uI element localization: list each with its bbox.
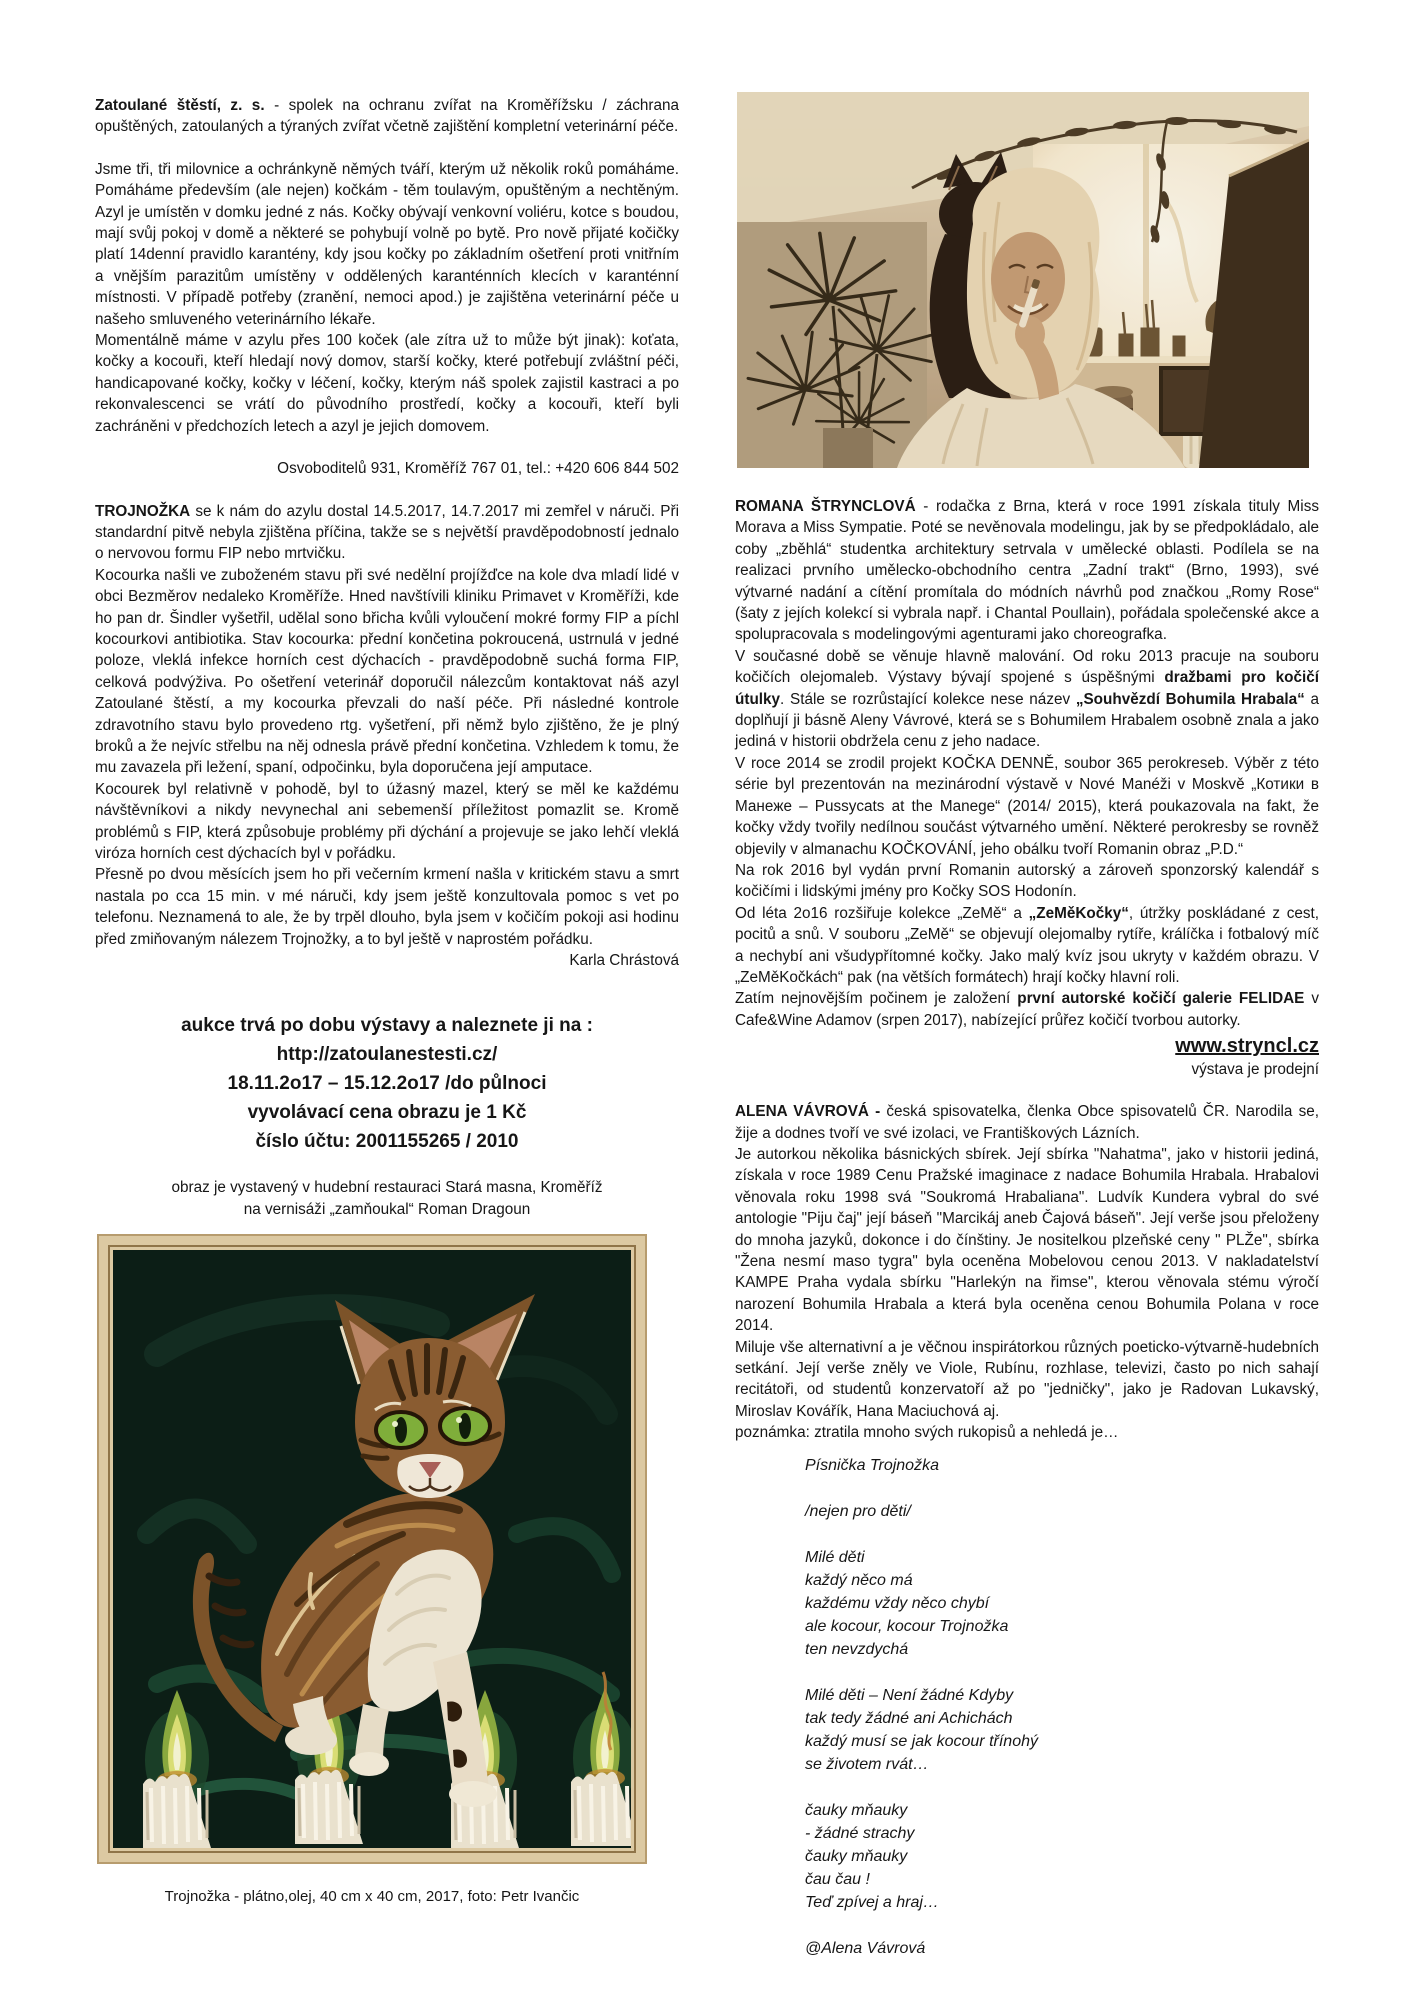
poem-line: [805, 1477, 1319, 1500]
kitten-front-paw-left: [349, 1752, 389, 1776]
poem-line: čauky mňauky: [805, 1847, 908, 1865]
paragraph-trojnozka-death: Přesně po dvou měsících jsem ho při večerním krmení našla v kritickém stavu a smrt nastala po cca 15 min. v mé náruči, kdy jsem ještě konzultovala pomoc s vet po telefonu. Neznamená to ale, že by trpěl dlouho, byla jsem v kočičím pokoji asi hodinu před zmiňovaným nálezem Trojnožky, a to byl ještě v naprostém pořádku.: [95, 866, 679, 948]
website-subtext: výstava je prodejní: [1191, 1061, 1319, 1079]
auction-url[interactable]: http://zatoulanestesti.cz/: [276, 1044, 498, 1066]
paragraph-romana-painting: V současné době se věnuje hlavně malování. Od roku 2013 pracuje na souboru kočičích olejomaleb. Výstavy bývají spojené s úspěšnými dražbami pro kočičí útulky. Stále se rozrůstající kolekce nese název „Souhvězdí Bohumila Hrabala“ a doplňují ji básně Aleny Vávrové, která se s Bohumilem Hrabalem osobně znala a jako jediná v historii obdržela cenu z jeho nadace.: [735, 647, 1319, 751]
poem-line: ten nevzdychá: [805, 1640, 909, 1658]
spacer: [95, 971, 679, 1011]
auction-dates: 18.11.2o17 – 15.12.2o17 /do půlnoci: [227, 1073, 547, 1095]
poem-line: - žádné strachy: [805, 1824, 915, 1842]
poem-line: čauky mňauky: [805, 1801, 908, 1819]
spacer: [95, 1156, 679, 1177]
poem-line: [805, 1776, 1319, 1799]
paragraph-alena-note: poznámka: ztratila mnoho svých rukopisů a nehledá je…: [735, 1424, 1119, 1442]
painting-trojnozka: [97, 1234, 647, 1864]
poem-line: tak tedy žádné ani Achichách: [805, 1709, 1013, 1727]
spacer: [95, 480, 679, 501]
poem-line: čau čau !: [805, 1870, 870, 1888]
artist-photo: [737, 92, 1309, 468]
poem-line: se životem rvát…: [805, 1755, 929, 1773]
paragraph-trojnozka-story: Kocourka našli ve zuboženém stavu při své nedělní projížďce na kole dva mladí lidé v obci Bezměrov nedaleko Kroměříže. Hned navštívili kliniku Primavet v Kroměříži, kde ho pan dr. Šindler vyšetřil, udělal sono břicha kvůli vyloučení mokré formy FIP a píchl kocourkovi antibiotika. Stav kocourka: přední končetina pokroucená, ustrnulá v jedné poloze, vleklá infekce horních cest dýchacích - pravděpodobně suchá forma FIP, celková podvýživa. Po ošetření veterinář doporučil nálezcům kontaktovat náš azyl Zatoulané štěstí, a my kocourka převzali do naší péče. Při následné kontrole zdravotního stavu bylo provedeno rtg. vyšetření, při němž bylo zjištěno, že je plný broků a že nejvíc střelbu na něj odnesla právě přední končetina. Vzhledem k tomu, že mu zavazela při ležení, spaní, odpočinku, byla doporučena její amputace.: [95, 566, 679, 777]
poem-line: Milé děti: [805, 1548, 865, 1566]
paragraph-alena-intro: ALENA VÁVROVÁ - česká spisovatelka, členka Obce spisovatelů ČR. Narodila se, žije a dodnes tvoří ve své izolaci, ve Františkových Lázních.: [735, 1103, 1319, 1142]
poem-line: [805, 1661, 1319, 1684]
paragraph-alena-inspiration: Miluje vše alternativní a je věčnou inspirátorkou různých poeticko-výtvarně-hudebních setkání. Její verše zněly ve Viole, Rubínu, rozhlase, televizi, často po nich sahají recitátoři, od studentů konzervatoří až po "jedničky", jako je Radovan Lukavský, Miroslav Kovářík, Hana Maciuchová aj.: [735, 1338, 1319, 1420]
painting-block: [97, 1234, 647, 1907]
website-line: [735, 1034, 1319, 1059]
paragraph-shelter-current: Momentálně máme v azylu přes 100 koček (ale zítra už to může být jinak): koťata, kočky a kocouři, kteří hledají nový domov, starší kočky, které potřebují zvláštní péči, handicapované kočky, kočky v léčení, kočky, kterým náš spolek zajistil kastraci a po rekonvalescenci se vrátí do původního prostředí, kočky a kocouři, kteří byli zachráněni v předchozích letech a azyl je jejich domovem.: [95, 332, 679, 435]
poem-line: ale kocour, kocour Trojnožka: [805, 1617, 1009, 1635]
poem-line: [805, 1914, 1319, 1937]
paragraph-trojnozka-intro: TROJNOŽKA se k nám do azylu dostal 14.5.2017, 14.7.2017 mi zemřel v náruči. Při standardní pitvě nebyla zjištěna příčina, takže se s největší pravděpodobností jednalo o nervovou formu FIP nebo mrtvičku.: [95, 502, 679, 563]
paragraph-romana-bio: ROMANA ŠTRYNCLOVÁ - rodačka z Brna, která v roce 1991 získala tituly Miss Morava a Miss Sympatie. Poté se nevěnovala modelingu, jak by se předpokládalo, ale coby „zběhlá“ studentka architektury setrvala v umělecké oblasti. Podílela se na realizaci prvního umělecko-obchodního centra „Zadní trakt“ (Brno, 1993), své výtvarné nadání a cítění promítala do módních návrhů pod značkou „Romy Rose“ (šaty z jejích kolekcí si vybrala např. i Chantal Poullain), pořádala společenské akce a spolupracovala s modelingovými agenturami jako choreografka.: [735, 498, 1319, 644]
poem-line: Milé děti – Není žádné Kdyby: [805, 1686, 1014, 1704]
auction-line: aukce trvá po dobu výstavy a naleznete ji na :: [181, 1015, 593, 1037]
exhibit-info: [95, 1177, 679, 1220]
author-signature: Karla Chrástová: [569, 952, 679, 970]
painting-caption: Trojnožka - plátno,olej, 40 cm x 40 cm, 2017, foto: Petr Ivančic: [164, 1888, 580, 1906]
auction-start-price: vyvolávací cena obrazu je 1 Kč: [247, 1102, 527, 1124]
paragraph-kocka-denne: V roce 2014 se zrodil projekt KOČKA DENNĚ, soubor 365 perokreseb. Výběr z této série byl prezentován na mezinárodní výstavě v Nové Manéži v Moskvě „Котики в Манеже – Pussycats at the Manege“ (2014/ 2015), která poukazovala na fakt, že kočky vždy tvořily nedílnou součást výtvarného umění. Některé perokresby se rovněž objevily v almanachu KOČKOVÁNÍ, jeho obálku tvoří Romanin obraz „P.D.“: [735, 754, 1319, 858]
kitten-hind-paw: [285, 1725, 337, 1755]
poem-line: každý musí se jak kocour třínohý: [805, 1732, 1038, 1750]
poem-line: každému vždy něco chybí: [805, 1594, 990, 1612]
poem-trojnozka: [735, 1454, 1319, 1960]
poem-line: každý něco má: [805, 1571, 913, 1589]
auction-account-number: číslo účtu: 2001155265 / 2010: [255, 1131, 519, 1153]
poem-line: Teď zpívej a hraj…: [805, 1893, 939, 1911]
paragraph-zeme-kocky: Od léta 2o16 rozšiřuje kolekce „ZeMě“ a „ZeMěKočky“, útržky poskládané z cest, pocitů a snů. V souboru „ZeMě“ se objevují olejomalby rytíře, králíčka i fotbalový míč a nechybí ani všudypřítomné kočky. Jako malý kvíz jsou ukryty v každém obrazu. V „ZeMěKočkách“ pak (na větších formátech) hrají kočky hlavní roli.: [735, 904, 1319, 986]
paragraph-galerie-felidae: Zatím nejnovějším počinem je založení první autorské kočičí galerie FELIDAE v Cafe&Wine Adamov (srpen 2017), nabízející průřez kočičí tvorbou autorky.: [735, 990, 1319, 1029]
left-column: [95, 95, 679, 1908]
shelter-address: Osvoboditelů 931, Kroměříž 767 01, tel.: +420 606 844 502: [277, 460, 679, 478]
spacer: [95, 138, 679, 159]
poem-line: [805, 1523, 1319, 1546]
spacer: [95, 437, 679, 458]
poem-title: Písnička Trojnožka: [805, 1456, 939, 1474]
spacer: [735, 1444, 1319, 1454]
spacer: [735, 1080, 1319, 1101]
paragraph-calendar-2016: Na rok 2016 byl vydán první Romanin autorský a zároveň sponzorský kalendář s kočičími i lidskými jmény pro Kočky SOS Hodonín.: [735, 861, 1319, 901]
poem-subtitle: /nejen pro děti/: [805, 1502, 911, 1520]
website-link[interactable]: www.stryncl.cz: [1175, 1035, 1319, 1058]
auction-info: [95, 1011, 679, 1156]
paragraph-trojnozka-character: Kocourek byl relativně v pohodě, byl to úžasný mazel, který se měl ke každému návštěvníkovi a nikdy nevynechal ani sebemenší příležitost pomazlit se. Kromě problémů s FIP, která způsobuje problémy při dýchání a projevuje se jako lehčí vleklá viróza horních cest dýchacích byl v pořádku.: [95, 780, 679, 862]
paragraph-association-intro: Zatoulané štěstí, z. s. - spolek na ochranu zvířat na Kroměřížsku / záchrana opuštěných, zatoulaných a týraných zvířat včetně zajištění kompletní veterinární péče.: [95, 97, 679, 136]
paragraph-alena-books: Je autorkou několika básnických sbírek. Její sbírka "Nahatma", jako v historii jediná, získala v roce 1989 Cenu Pražské imaginace z nadace Bohumila Hrabala. Hrabalovi věnovala roku 1998 svá "Soukromá Hrabaliana". Ludvík Kundera vybral do své antologie "Piju čaj" její báseň "Marcikáj aneb Čajová báseň". Její verše jsou přeloženy do mnoha jazyků, dokonce i do čínštiny. Je nositelkou plzeňské ceny " PLŽe", sbírka "Žena nesmí maso tygra" byla oceněna Mobelovou cenou 2013. V nakladatelství KAMPE Praha vydala sbírku "Harlekýn na řimse", kterou věnovala stému výročí narození Bohumila Hrabala a která byla oceněna cenou Bohumila Polana v roce 2014.: [735, 1145, 1319, 1335]
poem-author: @Alena Vávrová: [805, 1939, 926, 1957]
right-column: [735, 92, 1319, 1960]
exhibit-vernissage: na vernisáži „zamňoukal“ Roman Dragoun: [243, 1200, 531, 1218]
kitten-front-paw-right: [449, 1781, 497, 1807]
spacer: [735, 468, 1319, 496]
paragraph-shelter-description: Jsme tři, tři milovnice a ochránkyně němých tváří, kterým už několik roků pomáháme. Pomáháme především (ale nejen) kočkám - těm toulavým, opuštěným a nechtěným. Azyl je umístěn v domku jedné z nás. Kočky obývají venkovní voliéru, kotce s boudou, mají svůj pokoj v domě a některé se pohybují volně po bytě. Pro nově přijaté kočičky platí 14denní pravidlo karantény, kdy jsou kočky po základním ošetření proti vnitřním a vnějším parazitům umístěny v oddělených karanténních klecích v karanténní místnosti. V případě potřeby (zranění, nemoci apod.) je zajištěna veterinární péče u našeho smluveného veterinárního lékaře.: [95, 160, 679, 328]
exhibit-location: obraz je vystavený v hudební restauraci Stará masna, Kroměříž: [171, 1179, 603, 1197]
